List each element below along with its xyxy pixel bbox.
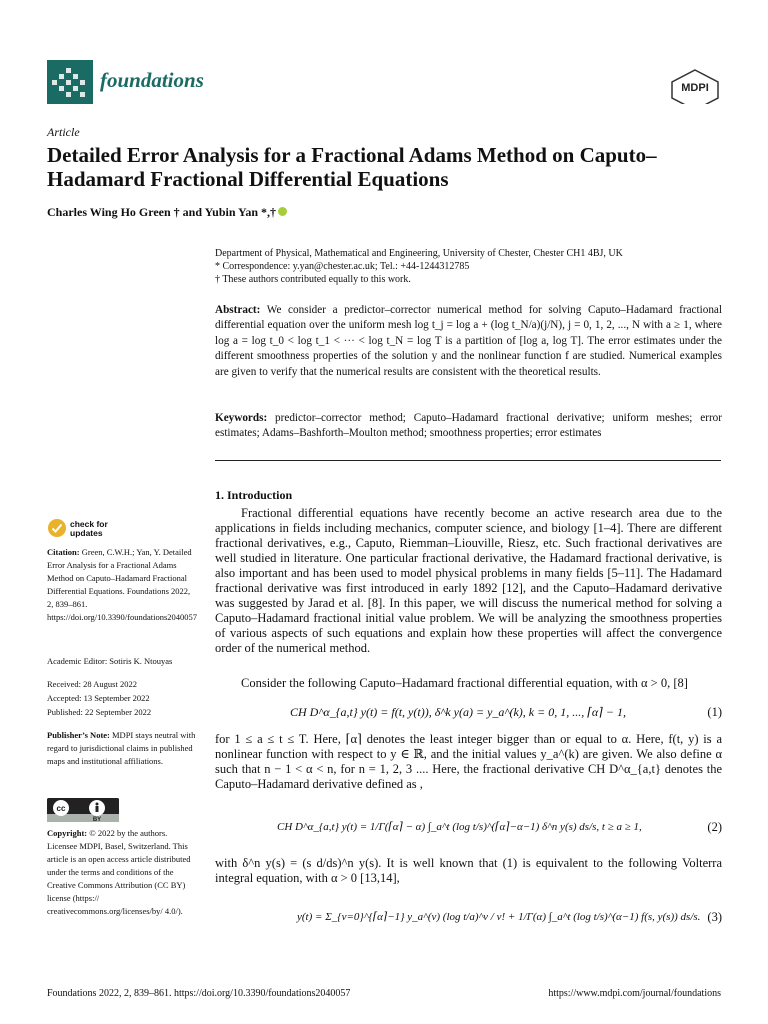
cc-by-license-icon[interactable] [47, 798, 119, 822]
paragraph-after-eq1: for 1 ≤ a ≤ t ≤ T. Here, ⌈α⌉ denotes the least integer bigger than or equal to α. Here, f(t, y) is a nonlinear function with respect to y ∈ ℝ, and the initial values y_a^(k) are given. We also define α such that n − 1 < α < n, for n = 1, 2, 3 .... Here, the fractional derivative CH D^α_{a,t} denotes the Caputo–Hadamard derivative defined as , [215, 732, 722, 791]
copyright-label: Copyright: [47, 828, 88, 838]
article-type: Article [47, 125, 80, 139]
check-updates-line2: updates [70, 528, 103, 538]
published-date: Published: 22 September 2022 [47, 707, 152, 717]
paragraph-after-eq2: with δ^n y(s) = (s d/ds)^n y(s). It is well known that (1) is equivalent to the following Volterra integral equation, with α > 0 [13,14], [215, 856, 722, 885]
equation-3-math: y(t) = Σ_{ν=0}^{⌈α⌉−1} y_a^(ν) (log t/a)^ν / ν! + 1/Γ(α) ∫_a^t (log t/s)^(α−1) f(s, y(s)) ds/s. [297, 911, 701, 923]
keywords-text: predictor–corrector method; Caputo–Hadamard fractional derivative; uniform meshes; error estimates; Adams–Bashforth–Moulton method; smoothness properties; error estimates [215, 412, 722, 440]
equation-2-number: (2) [707, 820, 722, 834]
intro-paragraph: Fractional differential equations have recently become an active research area due to the applications in fields including mechanics, computer science, and biology [1–4]. There are different fractional derivatives, e.g., Caputo, Riemman–Liouville, Riesz, etc. Such fractional derivatives are well studied in literature. One particular fractional derivative, the Hadamard fractional derivative, is also important and has been used to model physical problems in many fields [5–11]. The Hadamard fractional derivative was first introduced in early 1892 [12], and the Caputo–Hadamard derivative was suggested by Jarad et al. [8]. In this paper, we will discuss the numerical method for solving a Caputo–Hadamard fractional initial value problem. We will be analyzing the smoothness properties of various aspects of such equations and explain how these properties will affect the convergence order of the numerical method. [215, 506, 722, 655]
check-for-updates-label[interactable] [70, 520, 108, 538]
affiliations [215, 247, 725, 286]
correspondence-line: * Correspondence: y.yan@chester.ac.uk; Tel.: +44-1244312785 [215, 261, 470, 272]
author-list: Charles Wing Ho Green † and Yubin Yan *,† [47, 205, 277, 219]
mdpi-logo-icon [669, 68, 721, 104]
affiliation-line: Department of Physical, Mathematical and Engineering, University of Chester, Chester CH1 4BJ, UK [215, 248, 623, 259]
citation [47, 546, 197, 624]
publisher-note-label: Publisher’s Note: [47, 730, 110, 740]
journal-name: foundations [100, 68, 204, 92]
equation-2-math: CH D^α_{a,t} y(t) = 1/Γ(⌈α⌉ − α) ∫_a^t (log t/s)^(⌈α⌉−α−1) δ^n y(s) ds/s, t ≥ a ≥ 1, [277, 821, 642, 833]
by-text: BY [92, 817, 102, 822]
copyright-text: © 2022 by the authors. Licensee MDPI, Basel, Switzerland. This article is an open access article distributed under the terms and conditions of the Creative Commons Attribution (CC BY) license (https:// creativecommons.org/licenses/by/ 4.0/). [47, 828, 191, 916]
publisher-name: MDPI [681, 82, 709, 94]
footer-journal-url[interactable]: https://www.mdpi.com/journal/foundations [548, 988, 721, 999]
check-updates-line1: check for [70, 519, 108, 529]
publisher-note-text: MDPI stays neutral with regard to jurisdictional claims in published maps and institutional affiliations. [47, 730, 196, 766]
equation-1-math: CH D^α_{a,t} y(t) = f(t, y(t)), δ^k y(a) = y_a^(k), k = 0, 1, ..., ⌈α⌉ − 1, [290, 705, 626, 719]
academic-editor: Academic Editor: Sotiris K. Ntouyas [47, 656, 173, 666]
equation-1-number: (1) [707, 705, 722, 719]
copyright [47, 827, 197, 918]
citation-label: Citation: [47, 547, 80, 557]
equation-3-number: (3) [707, 910, 722, 924]
abstract [215, 303, 722, 380]
section-heading: 1. Introduction [215, 488, 293, 502]
publisher-note [47, 729, 197, 768]
keywords-label: Keywords: [215, 412, 268, 424]
authors [47, 205, 287, 220]
cc-badge-icon [47, 798, 119, 822]
equation-1 [215, 705, 722, 721]
consider-line: Consider the following Caputo–Hadamard fractional differential equation, with α > 0, [8] [241, 676, 688, 690]
footer-citation: Foundations 2022, 2, 839–861. https://doi.org/10.3390/foundations2040057 [47, 988, 351, 999]
check-for-updates-icon[interactable] [47, 518, 67, 538]
orcid-icon[interactable] [278, 207, 287, 216]
abstract-label: Abstract: [215, 304, 261, 316]
citation-text: Green, C.W.H.; Yan, Y. Detailed Error Analysis for a Fractional Adams Method on Caputo–Hadamard Fractional Differential Equations. Foundations 2022, 2, 839–861. https://doi.org/10.3390/foundations2040057 [47, 547, 198, 622]
received-date: Received: 28 August 2022 [47, 679, 137, 689]
equation-3 [215, 910, 722, 926]
journal-logo-icon [47, 60, 93, 104]
accepted-date: Accepted: 13 September 2022 [47, 693, 150, 703]
divider [215, 460, 721, 461]
equal-contribution-note: † These authors contributed equally to this work. [215, 274, 411, 285]
abstract-text: We consider a predictor–corrector numerical method for solving Caputo–Hadamard fractional differential equation over the uniform mesh log t_j = log a + (log t_N/a)(j/N), j = 0, 1, 2, ..., N with a ≥ 1, where log a = log t_0 < log t_1 < ··· < log t_N = log T is a partition of [log a, log T]. The error estimates under the different smoothness properties of the solution y and the nonlinear function f are studied. Numerical examples are given to verify that the numerical results are consistent with the theoretical results. [215, 304, 722, 378]
keywords [215, 411, 722, 442]
equation-2 [215, 820, 722, 836]
cc-text: cc [56, 804, 66, 813]
page-title: Detailed Error Analysis for a Fractional Adams Method on Caputo–Hadamard Fractional Differential Equations [47, 143, 657, 191]
